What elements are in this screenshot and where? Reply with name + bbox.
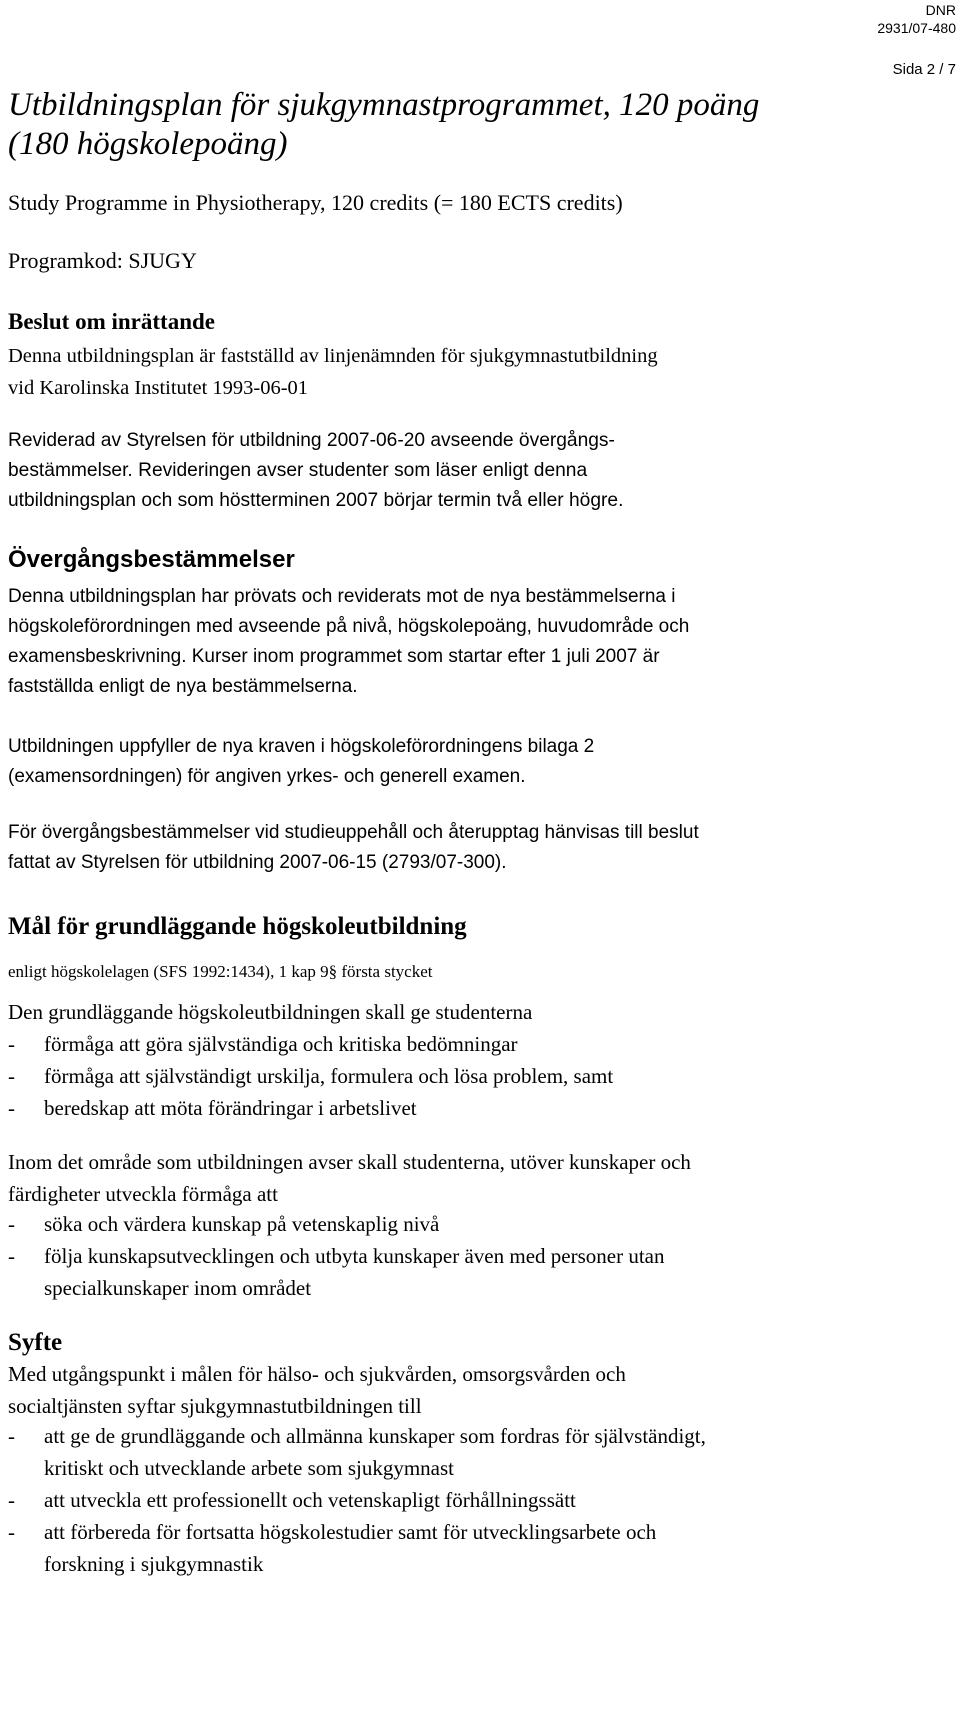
law-reference: enligt högskolelagen (SFS 1992:1434), 1 kap 9§ första stycket: [8, 962, 433, 981]
list-item-text: beredskap att möta förändringar i arbetslivet: [44, 1096, 417, 1120]
list-dash: -: [8, 1212, 15, 1236]
syfte-intro: [8, 1358, 958, 1422]
title-line: Utbildningsplan för sjukgymnastprogrammet, 120 poäng: [8, 87, 760, 123]
text-line: Med utgångspunkt i målen för hälso- och sjukvården, omsorgsvården och: [8, 1362, 626, 1386]
list-item-text: förmåga att självständigt urskilja, formulera och lösa problem, samt: [44, 1064, 614, 1088]
title-line: (180 högskolepoäng): [8, 126, 288, 162]
text-line: vid Karolinska Institutet 1993-06-01: [8, 377, 309, 399]
text-line: högskoleförordningen med avseende på nivå, högskolepoäng, huvudområde och: [8, 616, 690, 637]
list-dash: -: [8, 1424, 15, 1448]
list-item: [8, 1060, 958, 1092]
paragraph-beslut: [8, 340, 953, 404]
section-heading-beslut: Beslut om inrättande: [8, 309, 215, 334]
list-item: [8, 1028, 958, 1060]
list-item: [8, 1092, 958, 1124]
paragraph-overgang-1: [8, 582, 958, 702]
paragraph-revision: [8, 426, 958, 516]
section-heading-mal: Mål för grundläggande högskoleutbildning: [8, 913, 467, 940]
list-dash: -: [8, 1096, 15, 1120]
text-line: socialtjänsten syftar sjukgymnastutbildningen till: [8, 1394, 422, 1418]
paragraph-overgang-2: [8, 732, 958, 792]
document-subtitle: Study Programme in Physiotherapy, 120 credits (= 180 ECTS credits): [8, 190, 623, 215]
syfte-list: [8, 1420, 958, 1580]
header-dnr-label: DNR: [925, 2, 956, 18]
list-item: [8, 1208, 958, 1240]
list-item: [8, 1484, 958, 1516]
paragraph-overgang-3: [8, 818, 958, 878]
mal-intro-2: [8, 1146, 958, 1210]
list-item-text: kritiskt och utvecklande arbete som sjukgymnast: [44, 1456, 454, 1480]
list-dash: -: [8, 1032, 15, 1056]
text-line: Denna utbildningsplan är fastställd av linjenämnden för sjukgymnastutbildning: [8, 345, 658, 367]
document-title: [8, 86, 948, 164]
mal-intro: Den grundläggande högskoleutbildningen skall ge studenterna: [8, 1000, 533, 1024]
list-item: [8, 1516, 958, 1580]
list-dash: -: [8, 1064, 15, 1088]
text-line: Reviderad av Styrelsen för utbildning 2007-06-20 avseende övergångs-: [8, 430, 615, 451]
text-line: färdigheter utveckla förmåga att: [8, 1182, 278, 1206]
list-dash: -: [8, 1244, 15, 1268]
text-line: fattat av Styrelsen för utbildning 2007-06-15 (2793/07-300).: [8, 852, 507, 873]
list-item-text: specialkunskaper inom området: [44, 1276, 312, 1300]
list-item-text: forskning i sjukgymnastik: [44, 1552, 264, 1576]
list-item-text: att förbereda för fortsatta högskolestudier samt för utvecklingsarbete och: [44, 1520, 657, 1544]
section-heading-syfte: Syfte: [8, 1329, 63, 1356]
list-item-text: att ge de grundläggande och allmänna kunskaper som fordras för självständigt,: [44, 1424, 706, 1448]
list-item-text: söka och värdera kunskap på vetenskaplig nivå: [44, 1212, 440, 1236]
mal-list: [8, 1028, 958, 1124]
text-line: Denna utbildningsplan har prövats och reviderats mot de nya bestämmelserna i: [8, 586, 676, 607]
text-line: För övergångsbestämmelser vid studieuppehåll och återupptag hänvisas till beslut: [8, 822, 699, 843]
section-heading-overgang: Övergångsbestämmelser: [8, 546, 295, 573]
list-item: [8, 1420, 958, 1484]
list-dash: -: [8, 1520, 15, 1544]
text-line: utbildningsplan och som höstterminen 2007 börjar termin två eller högre.: [8, 490, 624, 511]
program-code: Programkod: SJUGY: [8, 248, 197, 273]
list-item: [8, 1240, 958, 1304]
text-line: (examensordningen) för angiven yrkes- och generell examen.: [8, 766, 526, 787]
text-line: bestämmelser. Revideringen avser studenter som läser enligt denna: [8, 460, 588, 481]
text-line: Inom det område som utbildningen avser skall studenterna, utöver kunskaper och: [8, 1150, 691, 1174]
text-line: Utbildningen uppfyller de nya kraven i högskoleförordningens bilaga 2: [8, 736, 595, 757]
list-dash: -: [8, 1488, 15, 1512]
list-item-text: förmåga att göra självständiga och kritiska bedömningar: [44, 1032, 518, 1056]
page-number: Sida 2 / 7: [892, 61, 956, 78]
text-line: fastställda enligt de nya bestämmelserna.: [8, 676, 358, 697]
list-item-text: följa kunskapsutvecklingen och utbyta kunskaper även med personer utan: [44, 1244, 665, 1268]
header-dnr-number: 2931/07-480: [877, 20, 956, 36]
mal-list-2: [8, 1208, 958, 1304]
list-item-text: att utveckla ett professionellt och vetenskapligt förhållningssätt: [44, 1488, 576, 1512]
text-line: examensbeskrivning. Kurser inom programmet som startar efter 1 juli 2007 är: [8, 646, 660, 667]
